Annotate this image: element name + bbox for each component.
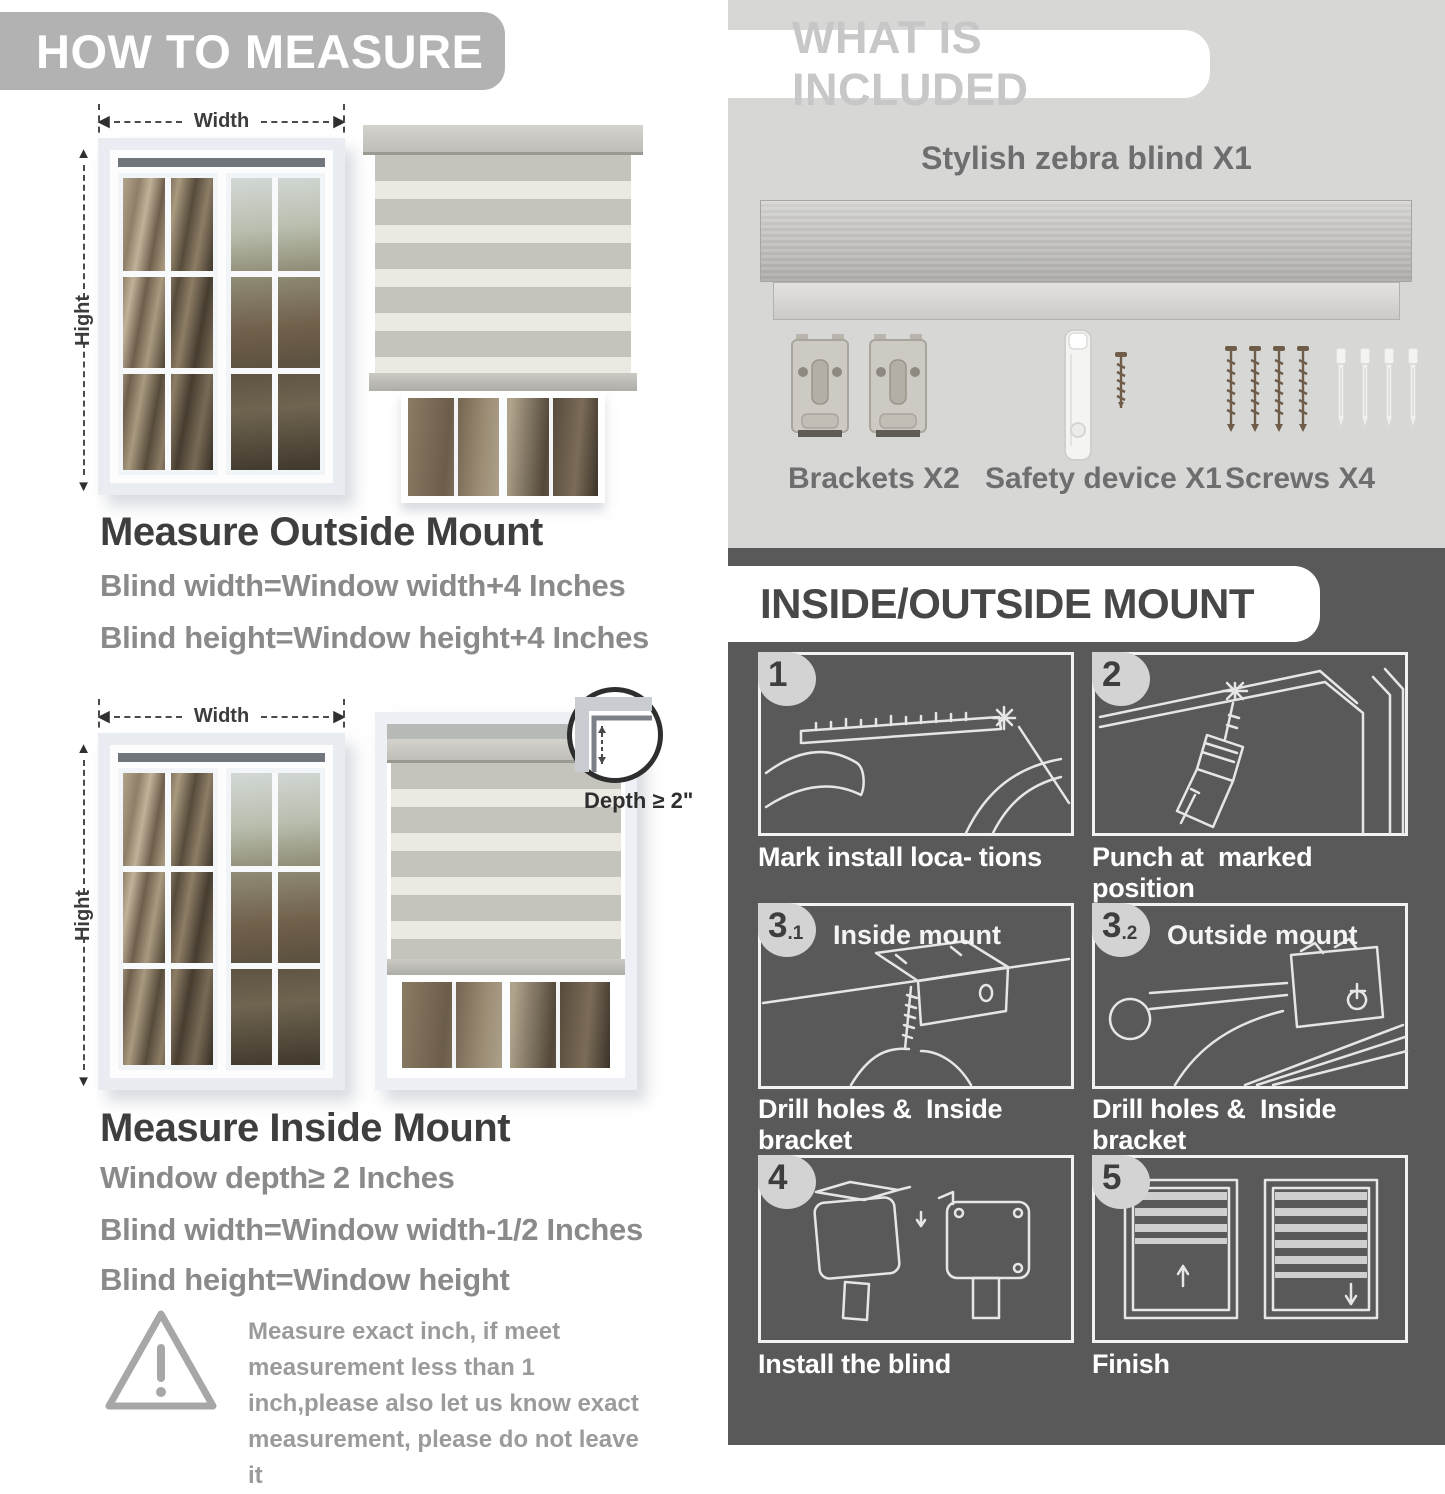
step-number-badge [758,1155,816,1209]
window-sash-right [226,768,326,1070]
screw-icon [1270,338,1288,442]
safety-device-label: Safety device X1 [985,462,1222,495]
mullion [502,982,510,1068]
width-label: Width [193,110,250,132]
arrow-up-icon: ▲ [76,740,91,757]
dashed-line [261,121,329,123]
dashed-line [261,716,329,718]
mullion [123,271,213,277]
depth-label: Depth ≥ 2" [584,788,694,813]
step-panel-3-1 [758,903,1074,1089]
outside-mount-title: Measure Outside Mount [100,510,543,554]
step-panel-5 [1092,1155,1408,1343]
dashed-line [114,716,182,718]
step-number: 2 [1102,655,1122,694]
depth-detail-circle [567,687,663,783]
zebra-blind-cassette-product [760,200,1412,282]
bracket-icon [788,332,852,444]
mullion [165,178,171,470]
inside-mount-title: Measure Inside Mount [100,1106,511,1150]
dashed-line [83,937,85,1071]
safety-device-icon [1058,326,1098,466]
step-number-badge [758,903,816,957]
step-number-badge [1092,903,1150,957]
mullion [231,963,321,969]
step-caption: Mark install loca- tions [758,842,1042,872]
window-headrail [118,158,325,167]
mullion [123,866,213,872]
arrow-left-icon: ◀ [98,708,110,725]
mullion [454,398,458,496]
mullion [123,368,213,374]
step-panel-2 [1092,652,1408,836]
mullion [499,398,507,496]
step-caption: Finish [1092,1349,1170,1379]
mullion [123,963,213,969]
step-number: 5 [1102,1158,1122,1197]
stylish-zebra-blind-label: Stylish zebra blind X1 [921,140,1252,176]
arrow-down-icon: ▼ [76,1073,91,1090]
mullion [231,368,321,374]
screw-icon [1294,338,1312,442]
step-title: Inside mount [833,920,1001,950]
inside-mount-line: Window depth≥ 2 Inches [100,1160,455,1195]
step-number-badge [758,652,816,706]
mullion [549,398,553,496]
inside-mount-line: Blind height=Window height [100,1262,510,1297]
window-below-blind [401,391,605,503]
step-caption: Install the blind [758,1349,951,1379]
screws-item [1222,338,1422,442]
wall-anchor-icon [1332,338,1350,442]
arrow-right-icon: ▶ [333,708,346,725]
mullion [556,982,560,1068]
arrow-left-icon: ◀ [98,113,110,130]
step-title: Outside mount [1167,920,1358,950]
blind-fabric [375,155,631,373]
step-number: 1 [768,655,788,694]
window-inner-frame [110,150,333,483]
zebra-blind-bottom-rail-product [773,282,1400,320]
inside-outside-mount-title: INSIDE/OUTSIDE MOUNT [760,580,1255,627]
dashed-line [114,121,182,123]
height-label: Hight [72,294,95,346]
inside-outside-mount-header [728,566,1320,642]
blind-bottom-rail [387,959,625,975]
what-is-included-title: WHAT IS INCLUDED [792,12,1029,115]
wall-anchor-icon [1356,338,1374,442]
height-label: Hight [72,889,95,941]
step-panel-3-2 [1092,903,1408,1089]
mullion [452,982,456,1068]
brackets-label: Brackets X2 [788,462,960,495]
outside-mount-line: Blind height=Window height+4 Inches [100,620,649,655]
how-to-measure-header [0,12,505,90]
arrow-right-icon: ▶ [333,113,346,130]
window-photo-outside [98,138,345,495]
window-sash-right [226,173,326,475]
step-number-badge [1092,652,1150,706]
frame-corner-detail [572,692,658,778]
step-sub-number: .1 [787,923,804,944]
wall-anchor-icon [1404,338,1422,442]
window-sashes [118,768,325,1070]
width-label: Width [193,705,250,727]
wall-anchor-icon [1380,338,1398,442]
dashed-line [83,342,85,476]
dashed-line [83,165,85,299]
mullion [231,271,321,277]
warning-text: Measure exact inch, if meet measurement less than 1 inch,please also let us know exact measurement, please do not leave it [248,1318,639,1489]
step-caption: Drill holes & Inside bracket [1092,1094,1344,1155]
mullion [165,773,171,1065]
window-photo-inside [98,733,345,1090]
step-number-badge [1092,1155,1150,1209]
outside-mount-line: Blind width=Window width+4 Inches [100,568,626,603]
step-number: 4 [768,1158,788,1197]
screw-icon [1112,326,1130,418]
window-inner-frame [110,745,333,1078]
screws-label: Screws X4 [1225,462,1376,495]
dashed-line [83,760,85,894]
zebra-blind-outside [363,125,643,505]
safety-device-item [1058,326,1130,466]
window-sash-left [118,768,218,1070]
window-sashes [118,173,325,475]
step-caption: Drill holes & Inside bracket [758,1094,1010,1155]
step-panel-4 [758,1155,1074,1343]
screw-icon [1246,338,1264,442]
mullion [231,866,321,872]
inside-mount-line: Blind width=Window width-1/2 Inches [100,1212,643,1247]
step-number: 3 [1102,906,1122,945]
screw-icon [1222,338,1240,442]
width-arrow-outside [98,110,345,133]
width-arrow-inside [98,705,345,728]
mullion [272,178,278,470]
blind-bottom-rail [369,373,637,391]
brackets-item [788,332,930,444]
window-headrail [118,753,325,762]
arrow-down-icon: ▼ [76,478,91,495]
how-to-measure-title: HOW TO MEASURE [36,24,484,78]
window-below-blind [395,975,617,1075]
step-sub-number: .2 [1121,923,1138,944]
blind-cassette [363,125,643,155]
window-sash-left [118,173,218,475]
mullion [272,773,278,1065]
step-number: 3 [768,906,788,945]
step-panel-1 [758,652,1074,836]
warning-triangle-icon [100,1306,222,1423]
what-is-included-header [728,12,1210,115]
bracket-icon [866,332,930,444]
step-caption: Punch at marked position [1092,842,1320,903]
arrow-up-icon: ▲ [76,145,91,162]
